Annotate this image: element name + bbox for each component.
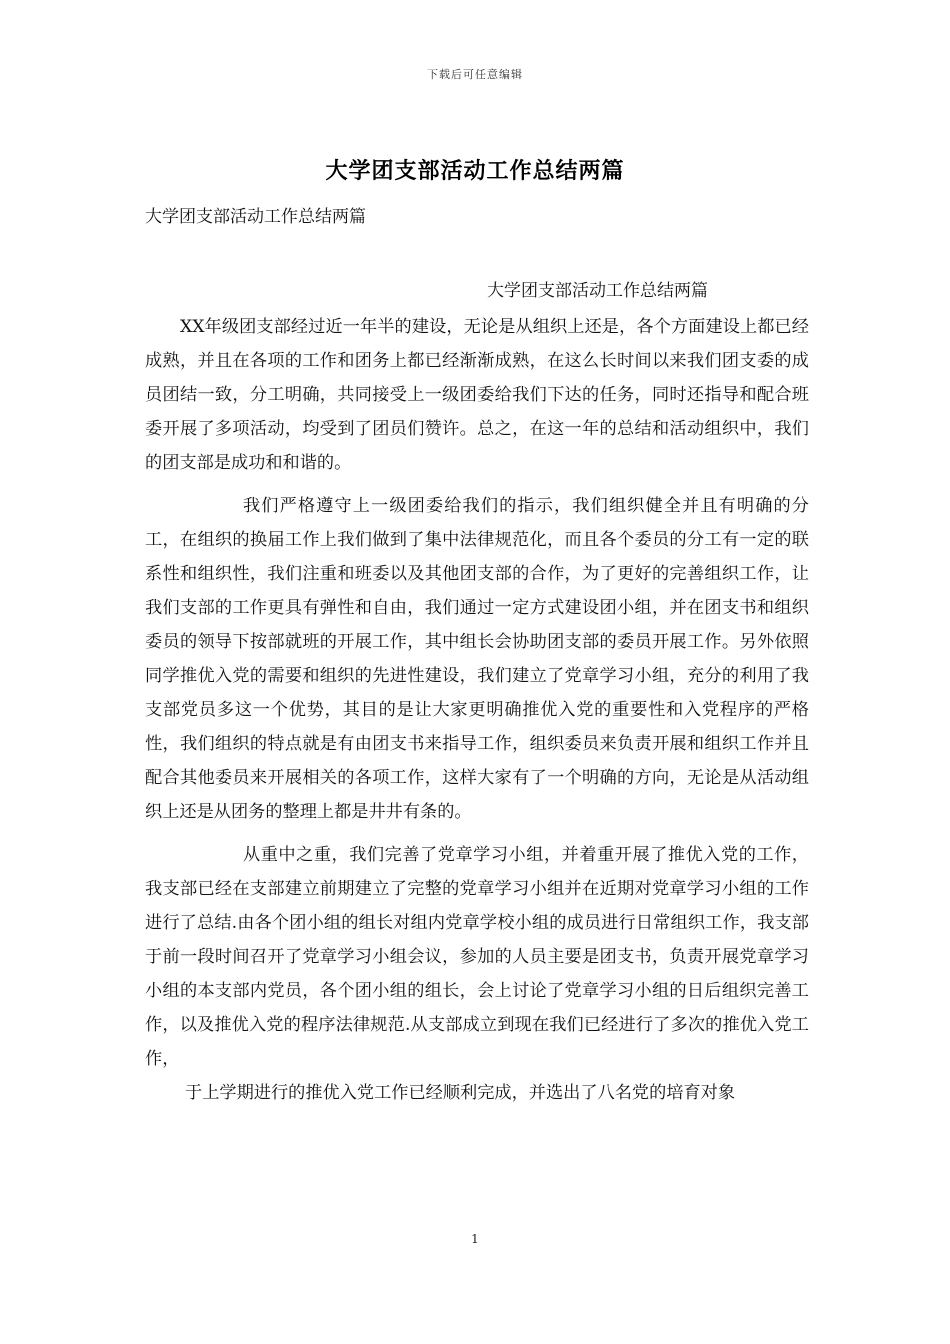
header-note: 下载后可任意编辑: [427, 68, 523, 81]
section-heading: 大学团支部活动工作总结两篇: [487, 281, 708, 301]
paragraph-3: 从重中之重，我们完善了党章学习小组，并着重开展了推优入党的工作，我支部已经在支部建立前期建立了完整的党章学习小组并在近期对党章学习小组的工作进行了总结.由各个团小组的组长对组内党章学校小组的成员进行日常组织工作，我支部于前一段时间召开了党章学习小组会议，参加的人员主要是团支书，负责开展党章学习小组的本支部内党员，各个团小组的组长，会上讨论了党章学习小组的日后组织完善工作，以及推优入党的程序法律规范.从支部成立到现在我们已经进行了多次的推优入党工作，: [145, 845, 809, 1069]
document-subtitle: 大学团支部活动工作总结两篇: [145, 207, 366, 227]
document-body: [145, 310, 809, 1110]
paragraph-1: XX年级团支部经过近一年半的建设，无论是从组织上还是，各个方面建设上都已经成熟，并且在各项的工作和团务上都已经渐渐成熟，在这么长时间以来我们团支委的成员团结一致，分工明确，共同接受上一级团委给我们下达的任务，同时还指导和配合班委开展了多项活动，均受到了团员们赞许。总之，在这一年的总结和活动组织中，我们的团支部是成功和和谐的。: [145, 317, 809, 473]
paragraph-2: 我们严格遵守上一级团委给我们的指示，我们组织健全并且有明确的分工，在组织的换届工作上我们做到了集中法律规范化，而且各个委员的分工有一定的联系性和组织性，我们注重和班委以及其他团支部的合作，为了更好的完善组织工作，让我们支部的工作更具有弹性和自由，我们通过一定方式建设团小组，并在团支书和组织委员的领导下按部就班的开展工作，其中组长会协助团支部的委员开展工作。另外依照同学推优入党的需要和组织的先进性建设，我们建立了党章学习小组，充分的利用了我支部党员多这一个优势，其目的是让大家更明确推优入党的重要性和入党程序的严格性，我们组织的特点就是有由团支书来指导工作，组织委员来负责开展和组织工作并且配合其他委员来开展相关的各项工作，这样大家有了一个明确的方向，无论是从活动组织上还是从团务的整理上都是井井有条的。: [145, 496, 809, 822]
page-number: 1: [471, 1232, 479, 1246]
document-title: 大学团支部活动工作总结两篇: [325, 158, 625, 184]
paragraph-4: 于上学期进行的推优入党工作已经顺利完成，并选出了八名党的培育对象: [185, 1083, 736, 1103]
